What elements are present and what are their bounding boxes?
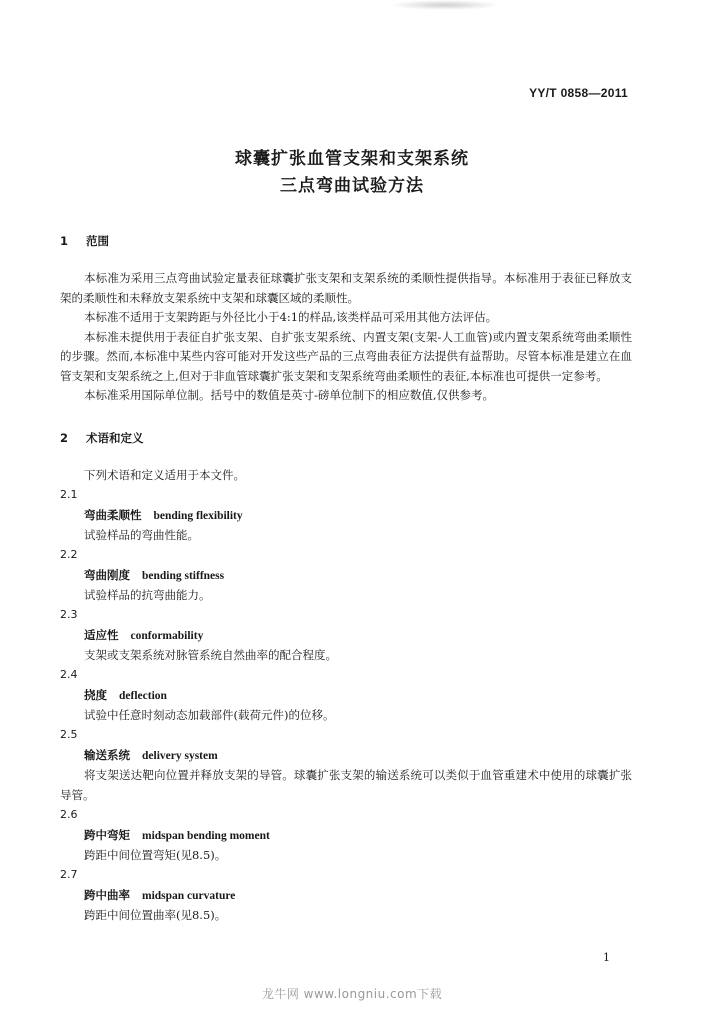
term-number: 2.5 bbox=[60, 728, 78, 741]
document-body bbox=[60, 231, 632, 925]
term-english: delivery system bbox=[142, 750, 218, 762]
term-entry bbox=[60, 725, 632, 805]
term-number: 2.1 bbox=[60, 488, 78, 501]
scope-paragraph: 本标准未提供用于表征自扩张支架、自扩张支架系统、内置支架(支架-人工血管)或内置支架系统弯曲柔顺性的步骤。然而,本标准中某些内容可能对开发这些产品的三点弯曲表征方法提供有益帮助。尽管本标准是建立在血管支架和支架系统之上,但对于非血管球囊扩张支架和支架系统弯曲柔顺性的表征,本标准也可提供一定参考。 bbox=[60, 329, 632, 383]
term-definition: 试验中任意时刻动态加载部件(载荷元件)的位移。 bbox=[84, 708, 335, 722]
term-number: 2.3 bbox=[60, 608, 78, 621]
term-number: 2.6 bbox=[60, 808, 78, 821]
term-entry bbox=[60, 605, 632, 665]
section-number: 1 bbox=[60, 234, 69, 248]
term-entry bbox=[60, 545, 632, 605]
document-code: YY/T 0858—2011 bbox=[529, 86, 628, 100]
term-chinese: 输送系统 bbox=[84, 748, 130, 762]
page-number: 1 bbox=[603, 951, 610, 964]
scope-paragraph: 本标准不适用于支架跨距与外径比小于4:1的样品,该类样品可采用其他方法评估。 bbox=[84, 310, 498, 324]
term-chinese: 跨中曲率 bbox=[84, 888, 130, 902]
term-entry bbox=[60, 865, 632, 925]
term-entry bbox=[60, 805, 632, 865]
scan-smudge bbox=[390, 0, 500, 10]
terms-intro: 下列术语和定义适用于本文件。 bbox=[84, 467, 245, 482]
term-entry bbox=[60, 485, 632, 545]
term-number: 2.2 bbox=[60, 548, 78, 561]
term-english: bending stiffness bbox=[142, 570, 225, 582]
term-chinese: 挠度 bbox=[84, 688, 107, 702]
term-english: midspan curvature bbox=[142, 890, 236, 902]
term-definition: 试验样品的弯曲性能。 bbox=[84, 528, 199, 542]
term-definition: 跨距中间位置弯矩(见8.5)。 bbox=[84, 848, 227, 862]
term-definition: 将支架送达靶向位置并释放支架的导管。球囊扩张支架的输送系统可以类似于血管重建术中使用的球囊扩张导管。 bbox=[60, 768, 632, 802]
section-number: 2 bbox=[60, 430, 69, 445]
term-entry bbox=[60, 665, 632, 725]
term-chinese: 弯曲刚度 bbox=[84, 568, 130, 582]
section-title: 术语和定义 bbox=[86, 430, 144, 445]
term-english: conformability bbox=[130, 630, 204, 642]
section-1-heading bbox=[60, 231, 632, 251]
section-2-heading bbox=[60, 428, 632, 448]
term-chinese: 弯曲柔顺性 bbox=[84, 508, 142, 522]
title-line-2: 三点弯曲试验方法 bbox=[280, 176, 424, 196]
term-definition: 跨距中间位置曲率(见8.5)。 bbox=[84, 908, 227, 922]
document-title bbox=[0, 146, 704, 200]
scope-paragraph: 本标准为采用三点弯曲试验定量表征球囊扩张支架和支架系统的柔顺性提供指导。本标准用于表征已释放支架的柔顺性和未释放支架系统中支架和球囊区域的柔顺性。 bbox=[60, 271, 632, 305]
term-english: bending flexibility bbox=[153, 510, 243, 522]
term-english: midspan bending moment bbox=[142, 830, 270, 842]
term-number: 2.4 bbox=[60, 668, 78, 681]
term-chinese: 适应性 bbox=[84, 628, 119, 642]
term-definition: 支架或支架系统对脉管系统自然曲率的配合程度。 bbox=[84, 648, 337, 662]
title-line-1: 球囊扩张血管支架和支架系统 bbox=[235, 149, 469, 169]
download-watermark: 龙牛网 www.longniu.com下载 bbox=[261, 987, 443, 1001]
term-english: deflection bbox=[119, 690, 167, 702]
term-chinese: 跨中弯矩 bbox=[84, 828, 130, 842]
term-number: 2.7 bbox=[60, 868, 78, 881]
scope-paragraph: 本标准采用国际单位制。括号中的数值是英寸-磅单位制下的相应数值,仅供参考。 bbox=[84, 388, 495, 402]
term-definition: 试验样品的抗弯曲能力。 bbox=[84, 588, 211, 602]
section-title: 范围 bbox=[86, 234, 109, 248]
